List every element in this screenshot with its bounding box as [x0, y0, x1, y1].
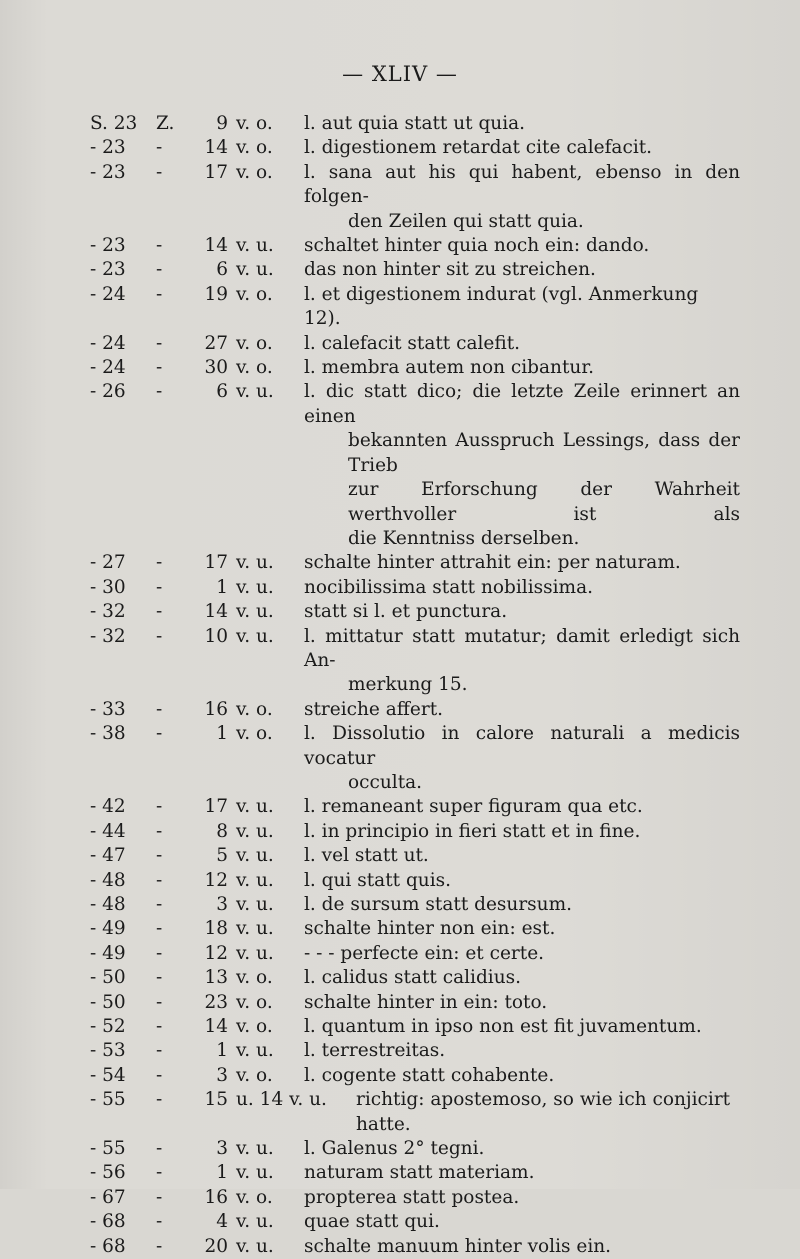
- page-number: - 44: [90, 820, 126, 842]
- correction-text: streiche affert.: [304, 698, 444, 720]
- direction: v. u.: [236, 942, 274, 964]
- errata-entry: [90, 380, 740, 551]
- correction-text: schaltet hinter quia noch ein: dando.: [304, 235, 650, 257]
- correction-text: richtig: apostemoso, so wie ich conjicirt hatte.: [356, 1089, 731, 1135]
- line-label: -: [156, 991, 163, 1013]
- errata-row: [90, 112, 740, 136]
- line-label: -: [156, 1138, 163, 1160]
- line-number: 20: [204, 1235, 228, 1257]
- correction-text: - - - perfecte ein: et certe.: [304, 942, 545, 964]
- line-label: -: [156, 967, 163, 989]
- errata-row: [90, 332, 740, 356]
- line-number: 18: [204, 918, 228, 940]
- direction: v. u.: [236, 1162, 274, 1184]
- direction: v. o.: [236, 991, 273, 1013]
- page-number: - 30: [90, 576, 126, 598]
- line-number: 1: [216, 1162, 228, 1184]
- page-number: - 24: [90, 357, 126, 379]
- line-number: 17: [204, 552, 228, 574]
- page-number: - 49: [90, 942, 126, 964]
- page-number: - 68: [90, 1235, 126, 1257]
- line-label: -: [156, 332, 163, 354]
- errata-row: [90, 917, 740, 941]
- direction: u. 14 v. u.: [236, 1089, 327, 1111]
- line-label: -: [156, 1089, 163, 1111]
- correction-text: l. remaneant super figuram qua etc.: [304, 796, 643, 818]
- direction: v. u.: [236, 1235, 274, 1257]
- page-number: - 23: [90, 259, 126, 281]
- correction-text: l. sana aut his qui habent, ebenso in den folgen-: [304, 161, 740, 208]
- errata-row: [90, 1235, 740, 1259]
- errata-entry: [90, 332, 740, 356]
- line-label: -: [156, 1235, 163, 1257]
- errata-list: [90, 112, 740, 1259]
- page-number: - 48: [90, 869, 126, 891]
- errata-row: [90, 722, 740, 771]
- errata-row: [90, 136, 740, 160]
- errata-entry: [90, 161, 740, 234]
- errata-row: [90, 1088, 740, 1137]
- direction: v. u.: [236, 259, 274, 281]
- page-number: - 54: [90, 1064, 126, 1086]
- correction-text: quae statt qui.: [304, 1211, 440, 1233]
- correction-text: l. aut quia statt ut quia.: [304, 113, 526, 134]
- errata-entry: [90, 576, 740, 600]
- direction: v. u.: [236, 576, 274, 598]
- direction: v. o.: [236, 1186, 273, 1208]
- line-label: -: [156, 942, 163, 964]
- errata-row: [90, 600, 740, 624]
- correction-text: schalte hinter non ein: est.: [304, 918, 556, 940]
- line-number: 1: [216, 576, 228, 598]
- line-number: 9: [216, 113, 228, 134]
- errata-entry: [90, 966, 740, 990]
- correction-text: l. in principio in fieri statt et in fine.: [304, 820, 641, 842]
- direction: v. o.: [236, 723, 273, 745]
- line-label: -: [156, 1040, 163, 1062]
- line-number: 19: [204, 283, 228, 305]
- line-label: -: [156, 283, 163, 305]
- line-number: 3: [216, 894, 228, 915]
- errata-row: [90, 1161, 740, 1185]
- page-number: - 53: [90, 1040, 126, 1062]
- page-number: - 24: [90, 283, 126, 305]
- line-label: -: [156, 259, 163, 281]
- errata-entry: [90, 991, 740, 1015]
- line-number: 14: [204, 601, 228, 623]
- line-label: -: [156, 357, 163, 379]
- line-label: -: [156, 576, 163, 598]
- page-number: - 23: [90, 137, 126, 159]
- line-number: 3: [216, 1138, 228, 1160]
- line-number: 30: [204, 357, 228, 379]
- errata-entry: [90, 722, 740, 795]
- line-number: 16: [204, 1186, 228, 1208]
- line-number: 4: [216, 1211, 228, 1233]
- direction: v. o.: [236, 1064, 273, 1086]
- errata-entry: [90, 1137, 740, 1161]
- errata-row: [90, 820, 740, 844]
- direction: v. u.: [236, 552, 274, 574]
- direction: v. u.: [236, 1040, 274, 1062]
- line-label: -: [156, 381, 163, 403]
- page-number: - 48: [90, 894, 126, 915]
- page-number: - 56: [90, 1162, 126, 1184]
- correction-continuation: den Zeilen qui statt quia.: [348, 210, 584, 232]
- direction: v. u.: [236, 820, 274, 842]
- errata-row: [90, 991, 740, 1015]
- line-number: 15: [204, 1089, 228, 1111]
- page-number: - 49: [90, 918, 126, 940]
- page-header: — XLIV —: [342, 62, 458, 86]
- line-label: -: [156, 796, 163, 818]
- errata-row: [90, 893, 740, 917]
- errata-entry: [90, 1210, 740, 1234]
- page-number: - 50: [90, 991, 126, 1013]
- correction-text: nocibilissima statt nobilissima.: [304, 576, 593, 598]
- errata-row: [90, 161, 740, 210]
- correction-text: l. vel statt ut.: [304, 845, 429, 867]
- line-label: -: [156, 869, 163, 891]
- correction-text: l. qui statt quis.: [304, 869, 451, 891]
- page-number: - 32: [90, 601, 126, 623]
- line-label: -: [156, 137, 163, 159]
- page-number: S. 23: [90, 113, 138, 134]
- errata-entry: [90, 258, 740, 282]
- correction-text: statt si l. et punctura.: [304, 601, 508, 623]
- errata-row: [90, 356, 740, 380]
- direction: v. u.: [236, 918, 274, 940]
- errata-row: [90, 942, 740, 966]
- correction-text: l. et digestionem indurat (vgl. Anmerkung 12).: [304, 283, 699, 330]
- page-number: - 23: [90, 235, 126, 257]
- correction-continuation: merkung 15.: [348, 674, 468, 696]
- errata-entry: [90, 551, 740, 575]
- direction: v. o.: [236, 283, 273, 305]
- errata-entry: [90, 600, 740, 624]
- correction-text: das non hinter sit zu streichen.: [304, 259, 596, 281]
- line-number: 12: [204, 942, 228, 964]
- errata-row: [90, 283, 740, 332]
- direction: v. u.: [236, 894, 274, 915]
- correction-text: l. de sursum statt desursum.: [304, 894, 573, 915]
- errata-entry: [90, 820, 740, 844]
- direction: v. o.: [236, 698, 273, 720]
- line-label: -: [156, 161, 163, 183]
- line-number: 27: [204, 332, 228, 354]
- page-number: - 47: [90, 845, 126, 867]
- page-number: - 55: [90, 1089, 126, 1111]
- errata-row: [90, 1210, 740, 1234]
- line-label: -: [156, 625, 163, 647]
- direction: v. u.: [236, 845, 274, 867]
- errata-row: [90, 380, 740, 429]
- line-number: 3: [216, 1064, 228, 1086]
- errata-row: [90, 1015, 740, 1039]
- line-number: 1: [216, 1040, 228, 1062]
- page-number: - 67: [90, 1186, 126, 1208]
- correction-text: l. dic statt dico; die letzte Zeile erinnert an einen: [304, 381, 740, 427]
- errata-row: [90, 1186, 740, 1210]
- errata-entry: [90, 1015, 740, 1039]
- direction: v. u.: [236, 601, 274, 623]
- line-number: 23: [204, 991, 228, 1013]
- direction: v. u.: [236, 869, 274, 891]
- errata-entry: [90, 1064, 740, 1088]
- page-number: - 23: [90, 161, 126, 183]
- errata-entry: [90, 1161, 740, 1185]
- correction-continuation: die Kenntniss derselben.: [348, 527, 580, 549]
- errata-entry: [90, 795, 740, 819]
- errata-entry: [90, 1039, 740, 1063]
- errata-entry: [90, 893, 740, 917]
- direction: v. u.: [236, 1211, 274, 1233]
- errata-row: [90, 1039, 740, 1063]
- errata-row: [90, 551, 740, 575]
- errata-entry: [90, 625, 740, 698]
- line-number: 10: [204, 625, 228, 647]
- page-number: - 55: [90, 1138, 126, 1160]
- errata-entry: [90, 698, 740, 722]
- correction-continuation: occulta.: [348, 771, 423, 793]
- line-number: 17: [204, 161, 228, 183]
- page-number: - 27: [90, 552, 126, 574]
- errata-row: [90, 795, 740, 819]
- line-number: 14: [204, 235, 228, 257]
- direction: v. o.: [236, 161, 273, 183]
- correction-text: schalte hinter attrahit ein: per naturam.: [304, 552, 681, 574]
- correction-text: l. calidus statt calidius.: [304, 967, 522, 989]
- errata-row: [90, 966, 740, 990]
- line-number: 17: [204, 796, 228, 818]
- page-number: - 33: [90, 698, 126, 720]
- errata-entry: [90, 917, 740, 941]
- correction-text: l. Galenus 2° tegni.: [304, 1138, 485, 1160]
- direction: v. o.: [236, 332, 273, 354]
- correction-text: propterea statt postea.: [304, 1186, 520, 1208]
- line-number: 6: [216, 381, 228, 403]
- line-number: 13: [204, 967, 228, 989]
- errata-row: [90, 844, 740, 868]
- line-number: 5: [216, 845, 228, 867]
- line-label: -: [156, 698, 163, 720]
- errata-entry: [90, 136, 740, 160]
- page-number: - 24: [90, 332, 126, 354]
- page-number: - 68: [90, 1211, 126, 1233]
- direction: v. o.: [236, 967, 273, 989]
- direction: v. u.: [236, 235, 274, 257]
- line-label: Z.: [156, 113, 175, 134]
- errata-entry: [90, 283, 740, 332]
- line-number: 14: [204, 1016, 228, 1038]
- direction: v. o.: [236, 1016, 273, 1038]
- errata-row: [90, 258, 740, 282]
- line-number: 12: [204, 869, 228, 891]
- line-label: -: [156, 1186, 163, 1208]
- correction-text: l. terrestreitas.: [304, 1040, 446, 1062]
- line-number: 6: [216, 259, 228, 281]
- line-number: 14: [204, 137, 228, 159]
- errata-entry: [90, 844, 740, 868]
- errata-row: [90, 234, 740, 258]
- direction: v. u.: [236, 381, 274, 403]
- correction-continuation: zur Erforschung der Wahrheit werthvoller ist als: [348, 479, 740, 525]
- line-label: -: [156, 601, 163, 623]
- direction: v. o.: [236, 113, 273, 134]
- correction-text: l. digestionem retardat cite calefacit.: [304, 137, 653, 159]
- line-number: 1: [216, 723, 228, 745]
- correction-text: l. mittatur statt mutatur; damit erledigt sich An-: [304, 625, 740, 671]
- direction: v. o.: [236, 137, 273, 159]
- line-label: -: [156, 894, 163, 915]
- errata-row: [90, 869, 740, 893]
- correction-text: l. quantum in ipso non est fit juvamentum.: [304, 1016, 702, 1038]
- errata-row: [90, 1064, 740, 1088]
- correction-text: naturam statt materiam.: [304, 1162, 535, 1184]
- page-number: - 26: [90, 381, 126, 403]
- errata-row: [90, 698, 740, 722]
- line-number: 8: [216, 820, 228, 842]
- line-label: -: [156, 845, 163, 867]
- errata-entry: [90, 869, 740, 893]
- line-label: -: [156, 820, 163, 842]
- page-number: - 32: [90, 625, 126, 647]
- line-label: -: [156, 1211, 163, 1233]
- direction: v. u.: [236, 625, 274, 647]
- errata-entry: [90, 112, 740, 136]
- direction: v. u.: [236, 1138, 274, 1160]
- errata-entry: [90, 234, 740, 258]
- line-label: -: [156, 723, 163, 745]
- correction-text: schalte manuum hinter volis ein.: [304, 1235, 612, 1257]
- errata-entry: [90, 1235, 740, 1259]
- line-label: -: [156, 1016, 163, 1038]
- line-label: -: [156, 1064, 163, 1086]
- direction: v. u.: [236, 796, 274, 818]
- line-number: 16: [204, 698, 228, 720]
- page-number: - 38: [90, 723, 126, 745]
- errata-row: [90, 625, 740, 674]
- correction-continuation: bekannten Ausspruch Lessings, dass der Trieb: [348, 430, 740, 476]
- page-number: - 42: [90, 796, 126, 818]
- correction-text: l. cogente statt cohabente.: [304, 1064, 555, 1086]
- page-number: - 50: [90, 967, 126, 989]
- line-label: -: [156, 918, 163, 940]
- page-number: - 52: [90, 1016, 126, 1038]
- errata-row: [90, 1137, 740, 1161]
- correction-text: l. membra autem non cibantur.: [304, 357, 595, 379]
- errata-row: [90, 576, 740, 600]
- errata-entry: [90, 356, 740, 380]
- correction-text: l. calefacit statt calefit.: [304, 332, 521, 354]
- line-label: -: [156, 1162, 163, 1184]
- errata-entry: [90, 942, 740, 966]
- line-label: -: [156, 235, 163, 257]
- correction-text: schalte hinter in ein: toto.: [304, 991, 548, 1013]
- correction-text: l. Dissolutio in calore naturali a medicis vocatur: [304, 723, 740, 769]
- line-label: -: [156, 552, 163, 574]
- errata-entry: [90, 1186, 740, 1210]
- errata-entry: [90, 1088, 740, 1137]
- direction: v. o.: [236, 357, 273, 379]
